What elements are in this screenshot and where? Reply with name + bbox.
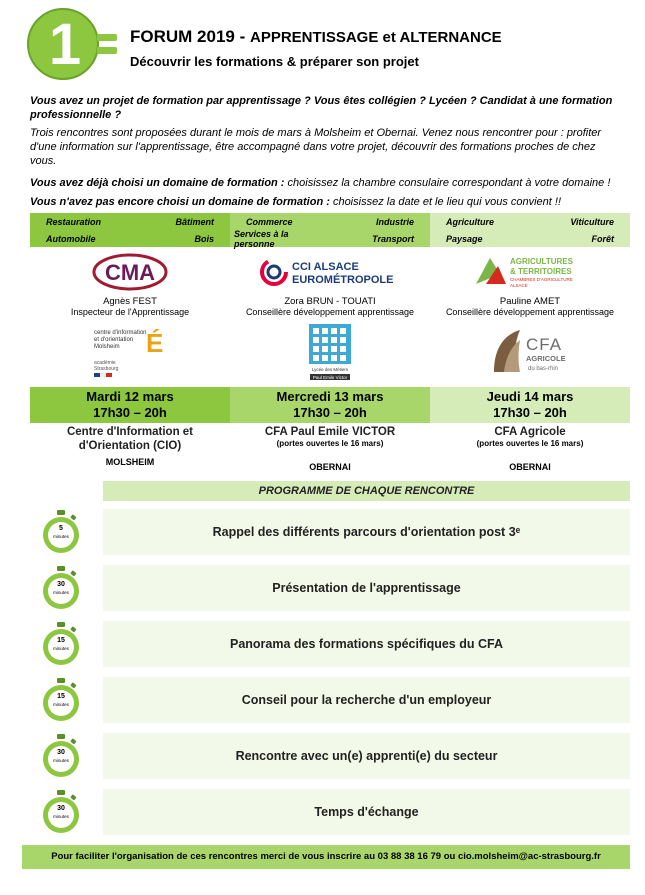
- date-day: Jeudi 14 mars: [486, 389, 574, 404]
- title-main: FORUM 2019 -: [130, 27, 250, 46]
- domain-item: Transport: [372, 233, 414, 244]
- venue-name: CFA Agricole: [494, 426, 566, 438]
- stopwatch-icon: [40, 733, 82, 779]
- chambre-agriculture-logo: [430, 250, 630, 294]
- dates-band: [30, 387, 630, 423]
- date-time: 17h30 – 20h: [93, 405, 167, 420]
- svg-text:ALSACE: ALSACE: [510, 283, 528, 288]
- stopwatch-icon: [40, 565, 82, 611]
- date-cell: [430, 387, 630, 423]
- domain-item: Bois: [194, 233, 214, 244]
- stopwatch-icon: [40, 621, 82, 667]
- stopwatch-unit: minutes: [53, 646, 69, 651]
- date-day: Mercredi 13 mars: [276, 389, 384, 404]
- contact-name: Zora BRUN - TOUATI: [284, 296, 376, 307]
- venue-city: OBERNAI: [509, 462, 551, 472]
- cma-logo: [30, 250, 230, 294]
- venues: [30, 425, 630, 472]
- contact-role: Conseillère développement apprentissage: [445, 307, 615, 317]
- svg-text:du bas-rhin: du bas-rhin: [528, 366, 559, 372]
- footer-registration: Pour faciliter l'organisation de ces rencontres merci de vous inscrire au 03 88 38 16 79 ou cio.molsheim@ac-strasbourg.fr: [22, 845, 630, 869]
- header: [0, 0, 645, 90]
- cio-logo: [30, 322, 230, 382]
- venue-name: CFA Paul Emile VICTOR: [264, 426, 396, 438]
- stopwatch-unit: minutes: [53, 758, 69, 763]
- svg-text:Strasbourg: Strasbourg: [94, 366, 119, 372]
- svg-text:et d'orientation: et d'orientation: [94, 337, 134, 343]
- stopwatch-minutes: 15: [57, 637, 65, 644]
- svg-text:Paul Emile Victor: Paul Emile Victor: [312, 375, 348, 380]
- stopwatch-icon: [40, 677, 82, 723]
- svg-text:centre d'information: centre d'information: [94, 330, 147, 336]
- intro-question: Vous avez un projet de formation par apprentissage ? Vous êtes collégien ? Lycéen ? Candidat à une formation professionnelle ?: [30, 95, 613, 121]
- contact-name: Pauline AMET: [499, 296, 561, 307]
- intro-not-chosen-rest: choisissez la date et le lieu qui vous convient !!: [329, 196, 562, 208]
- program-step: Temps d'échange: [103, 789, 630, 835]
- page-title: [130, 27, 502, 47]
- domain-column-cma: [30, 213, 230, 247]
- program-step: Présentation de l'apprentissage: [103, 565, 630, 611]
- program-step: Rencontre avec un(e) apprenti(e) du secteur: [103, 733, 630, 779]
- lycee-logo: [230, 322, 430, 382]
- venue-city: MOLSHEIM: [105, 457, 155, 467]
- venue-cell: [30, 425, 230, 472]
- program-heading: PROGRAMME DE CHAQUE RENCONTRE: [103, 481, 630, 501]
- svg-text:CMA: CMA: [104, 260, 156, 285]
- stopwatch-unit: minutes: [53, 814, 69, 819]
- svg-text:AGRICULTURES: AGRICULTURES: [510, 257, 573, 266]
- domain-item: Paysage: [446, 233, 483, 244]
- domain-column-cci: [230, 213, 430, 247]
- venue-note: (portes ouvertes le 16 mars): [476, 439, 584, 448]
- intro-description: Trois rencontres sont proposées durant le mois de mars à Molsheim et Obernai. Venez nous rencontrer pour : profiter d'une information sur l'apprentissage, être accompagné dans votre projet, découvrir des formations proches de chez vous.: [30, 127, 602, 167]
- svg-text:EUROMÉTROPOLE: EUROMÉTROPOLE: [292, 274, 394, 286]
- stopwatch-unit: minutes: [53, 702, 69, 707]
- intro-chosen-rest: choisissez la chambre consulaire correspondant à votre domaine !: [284, 177, 611, 189]
- domains-band: [30, 213, 630, 247]
- domain-item: Automobile: [46, 233, 96, 244]
- domain-item: Viticulture: [570, 216, 614, 227]
- venue-cell: [230, 425, 430, 472]
- contact-column-agri: [430, 250, 630, 382]
- domain-item: Agriculture: [446, 216, 495, 227]
- intro-chosen-bold: Vous avez déjà choisi un domaine de formation :: [30, 177, 285, 189]
- contact-column-cma: [30, 250, 230, 382]
- domain-item: Industrie: [375, 216, 414, 227]
- svg-text:CFA: CFA: [526, 335, 563, 354]
- date-cell: [230, 387, 430, 423]
- stopwatch-minutes: 30: [57, 749, 65, 756]
- domain-item: Bâtiment: [175, 216, 214, 227]
- svg-text:Lycée des Métiers: Lycée des Métiers: [311, 367, 349, 372]
- svg-text:É: É: [146, 328, 164, 358]
- stopwatch-icon: [40, 509, 82, 555]
- stopwatch-unit: minutes: [53, 534, 69, 539]
- program-step: Panorama des formations spécifiques du CFA: [103, 621, 630, 667]
- forum-number-logo: [27, 8, 99, 80]
- logo-equals-icon: [97, 34, 117, 56]
- svg-text:AGRICOLE: AGRICOLE: [526, 354, 566, 363]
- date-time: 17h30 – 20h: [493, 405, 567, 420]
- stopwatch-minutes: 15: [57, 693, 65, 700]
- svg-text:& TERRITOIRES: & TERRITOIRES: [510, 267, 572, 276]
- contact-role: Conseillère développement apprentissage: [245, 307, 415, 317]
- program-step: Rappel des différents parcours d'orientation post 3ᵉ: [103, 509, 630, 555]
- intro-not-chosen: [30, 195, 620, 209]
- logo-number: 1: [48, 12, 82, 77]
- contact-name: Agnès FEST: [103, 296, 157, 307]
- intro-chosen: [30, 176, 620, 190]
- svg-text:académie: académie: [94, 360, 116, 366]
- domain-column-agri: [430, 213, 630, 247]
- stopwatch-minutes: 5: [59, 525, 63, 532]
- page-subtitle: Découvrir les formations & préparer son projet: [130, 54, 419, 69]
- title-sub: APPRENTISSAGE et ALTERNANCE: [249, 29, 502, 46]
- domain-item: Restauration: [46, 216, 102, 227]
- domain-item: Commerce: [246, 216, 293, 227]
- cfa-agricole-logo: [430, 322, 630, 382]
- domain-item: Services à la personne: [234, 228, 289, 249]
- stopwatch-minutes: 30: [57, 581, 65, 588]
- contact-column-cci: [230, 250, 430, 382]
- venue-note: (portes ouvertes le 16 mars): [276, 439, 384, 448]
- program-step: Conseil pour la recherche d'un employeur: [103, 677, 630, 723]
- date-cell: [30, 387, 230, 423]
- contact-columns: [30, 250, 630, 382]
- svg-text:CHAMBRES D'AGRICULTURE: CHAMBRES D'AGRICULTURE: [510, 277, 573, 282]
- domain-item: Forêt: [591, 233, 614, 244]
- venue-name: Centre d'Information et d'Orientation (CIO): [66, 426, 194, 452]
- stopwatch-unit: minutes: [53, 590, 69, 595]
- date-day: Mardi 12 mars: [86, 389, 174, 404]
- contact-role: Inspecteur de l'Apprentissage: [70, 307, 190, 317]
- svg-text:CCI ALSACE: CCI ALSACE: [292, 261, 359, 273]
- venue-city: OBERNAI: [309, 462, 351, 472]
- stopwatch-minutes: 30: [57, 805, 65, 812]
- stopwatch-icon: [40, 789, 82, 835]
- svg-text:Molsheim: Molsheim: [94, 344, 120, 350]
- venue-cell: [430, 425, 630, 472]
- intro-not-chosen-bold: Vous n'avez pas encore choisi un domaine de formation :: [30, 196, 330, 208]
- cci-logo: [230, 250, 430, 294]
- date-time: 17h30 – 20h: [293, 405, 367, 420]
